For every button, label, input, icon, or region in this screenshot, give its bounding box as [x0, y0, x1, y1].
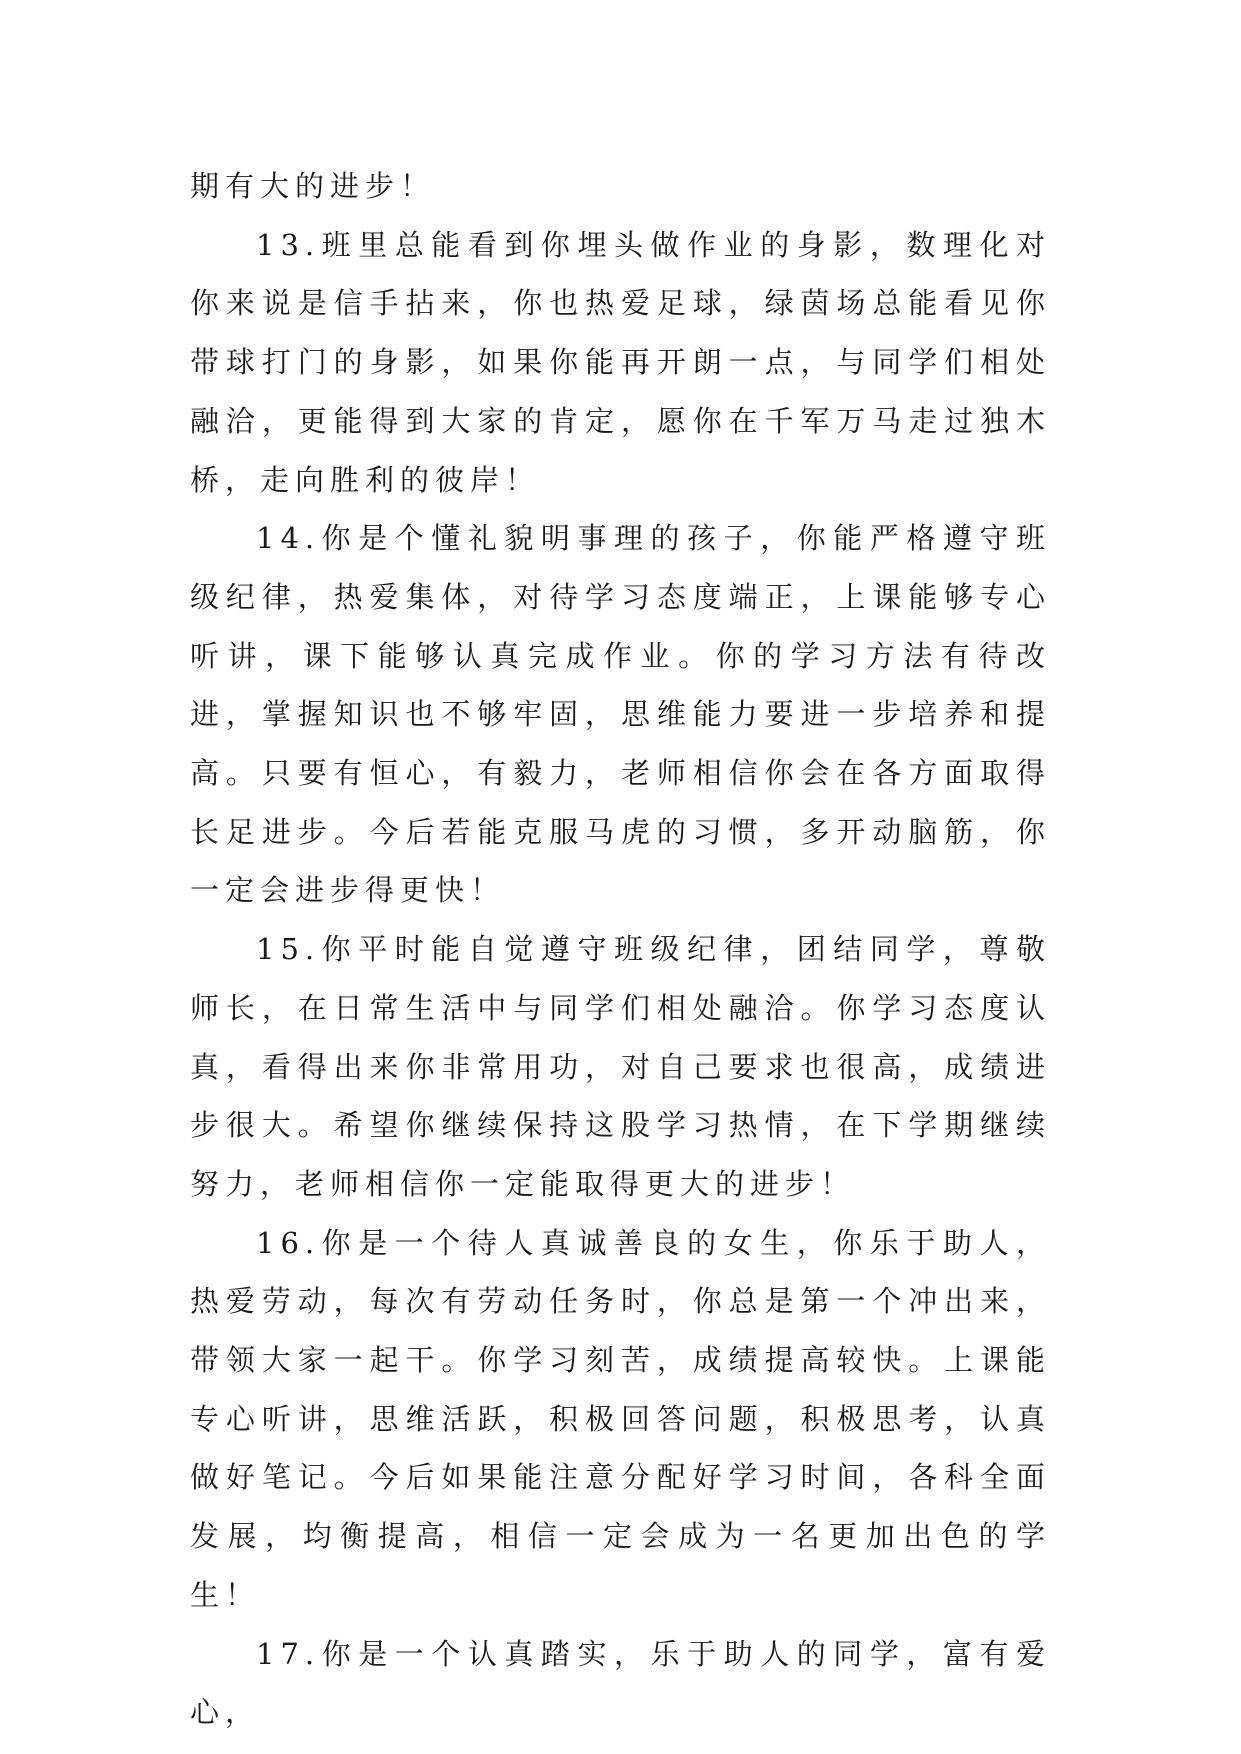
paragraph-comment-13: 13.班里总能看到你埋头做作业的身影，数理化对你来说是信手拈来，你也热爱足球，绿茵场总能看见你带球打门的身影，如果你能再开朗一点，与同学们相处融洽，更能得到大家的肯定，愿你在千军万马走过独木桥，走向胜利的彼岸！	[190, 227, 1051, 497]
paragraph-continuation: 期有大的进步！	[190, 169, 436, 203]
paragraph-comment-14: 14.你是个懂礼貌明事理的孩子，你能严格遵守班级纪律，热爱集体，对待学习态度端正，上课能够专心听讲，课下能够认真完成作业。你的学习方法有待改进，掌握知识也不够牢固，思维能力要进一步培养和提高。只要有恒心，有毅力，老师相信你会在各方面取得长足进步。今后若能克服马虎的习惯，多开动脑筋，你一定会进步得更快！	[190, 521, 1051, 908]
document-body	[190, 157, 1051, 1742]
paragraph-comment-16: 16.你是一个待人真诚善良的女生，你乐于助人，热爱劳动，每次有劳动任务时，你总是第一个冲出来，带领大家一起干。你学习刻苦，成绩提高较快。上课能专心听讲，思维活跃，积极回答问题，积极思考，认真做好笔记。今后如果能注意分配好学习时间，各科全面发展，均衡提高，相信一定会成为一名更加出色的学生！	[190, 1225, 1051, 1612]
paragraph-comment-15: 15.你平时能自觉遵守班级纪律，团结同学，尊敬师长，在日常生活中与同学们相处融洽。你学习态度认真，看得出来你非常用功，对自己要求也很高，成绩进步很大。希望你继续保持这股学习热情，在下学期继续努力，老师相信你一定能取得更大的进步！	[190, 932, 1051, 1201]
paragraph-comment-17: 17.你是一个认真踏实，乐于助人的同学，富有爱心，	[190, 1636, 1051, 1730]
